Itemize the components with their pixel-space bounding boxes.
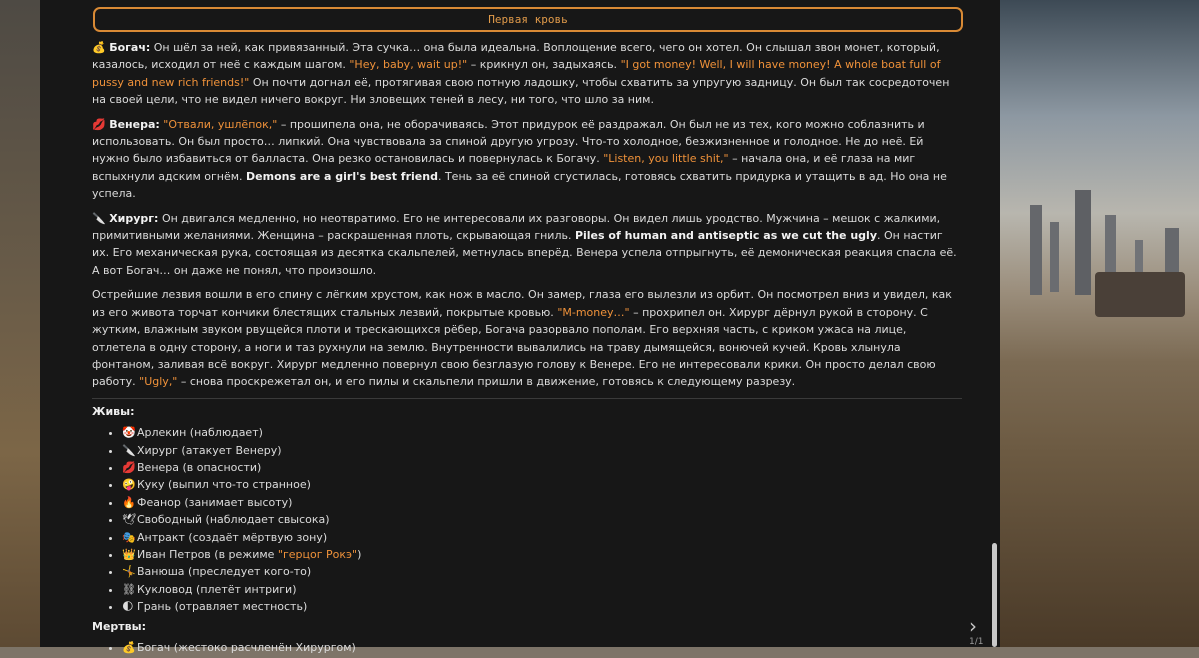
list-item-text: Антракт (создаёт мёртвую зону) bbox=[137, 530, 328, 544]
quote-text: "Отвали, ушлёпок," bbox=[159, 117, 278, 131]
quote-text: "M-money…" bbox=[557, 305, 630, 319]
crown-icon: 👑 bbox=[122, 547, 136, 561]
quote-text: "Ugly," bbox=[139, 375, 178, 389]
narration-text: – крикнул он, задыхаясь. bbox=[467, 58, 621, 72]
chains-icon: ⛓ bbox=[122, 582, 136, 596]
paragraph-venera bbox=[92, 116, 962, 203]
emoji-lips: 💋 bbox=[92, 117, 106, 131]
bold-lyric: Piles of human and antiseptic as we cut the ugly bbox=[574, 229, 877, 243]
list-item bbox=[122, 442, 962, 459]
narration-text: – прошипела она, не оборачиваясь. Этот придурок её раздражал. Он был не из тех, кого можно соблазнить и использовать. Он был просто… липкий. Она чувствовала за спиной другую угрозу. Что-то холодное, безжизненное и голодное. Не до неё. Ей нужно было избавиться от балласта. Она резко остановилась и повернулась к Богачу. bbox=[92, 117, 925, 166]
list-item-text: Феанор (занимает высоту) bbox=[137, 495, 293, 509]
background-rock bbox=[1030, 205, 1042, 295]
narration-text: . Тень за её спиной сгустилась, готовясь схватить придурка и утащить в ад. Но она не успела. bbox=[92, 169, 947, 201]
knife-icon: 🔪 bbox=[122, 443, 136, 457]
narration-text: Он почти догнал её, протягивая свою потную ладошку, чтобы схватить за упругую задницу. Он был так сосредоточен на своей цели, что не видел ничего вокруг. Ни зловещих теней в лесу, ни того, что шло за ним. bbox=[92, 75, 950, 107]
background-rock bbox=[1095, 272, 1185, 317]
list-item bbox=[122, 563, 962, 580]
list-item-text: Иван Петров (в режиме bbox=[137, 547, 278, 561]
list-item-text: Арлекин (наблюдает) bbox=[137, 426, 263, 440]
paragraph-narration bbox=[92, 286, 962, 390]
background-right bbox=[1000, 0, 1199, 647]
chat-message-panel bbox=[40, 0, 1000, 654]
scrollbar-thumb[interactable] bbox=[992, 543, 997, 647]
list-item-text: Грань (отравляет местность) bbox=[137, 600, 308, 614]
cartwheel-icon: 🤸 bbox=[122, 565, 136, 579]
dead-section-title: Мертвы: bbox=[92, 619, 146, 633]
quote-text: "Hey, baby, wait up!" bbox=[349, 58, 468, 72]
quote-text: "I got money! Well, I will have money! A whole boat full of pussy and new rich friends!" bbox=[92, 58, 941, 89]
chevron-right-icon[interactable]: › bbox=[969, 614, 977, 638]
message-content bbox=[92, 39, 962, 658]
list-item bbox=[122, 529, 962, 546]
dead-list bbox=[92, 639, 962, 656]
quote-text: "герцог Рокэ" bbox=[277, 547, 358, 561]
narration-text: – начала она, и её глаза на миг вспыхнули адским огнём. bbox=[92, 152, 916, 183]
paragraph-surgeon bbox=[92, 210, 962, 280]
list-item bbox=[122, 581, 962, 598]
narration-text: – снова проскрежетал он, и его пилы и скальпели пришли в движение, готовясь к следующему разрезу. bbox=[177, 375, 796, 389]
list-item bbox=[122, 598, 962, 615]
narration-text: . Он настиг их. Его механическая рука, состоящая из десятка скальпелей, метнулась вперёд. Венера успела отпрыгнуть, её демоническая реакция спасла её. А вот Богач… он даже не понял, что произошло. bbox=[92, 229, 957, 277]
emoji-knife: 🔪 bbox=[92, 211, 106, 225]
message-title: Первая кровь bbox=[93, 7, 963, 32]
bold-lyric: Demons are a girl's best friend bbox=[246, 169, 438, 183]
speaker-name: Богач: bbox=[109, 41, 151, 54]
paragraph-bogach bbox=[92, 39, 962, 109]
divider bbox=[92, 398, 962, 399]
theater-masks-icon: 🎭 bbox=[122, 530, 136, 544]
alive-list bbox=[92, 424, 962, 615]
quote-text: "Listen, you little shit," bbox=[603, 152, 729, 166]
list-item-text: Хирург (атакует Венеру) bbox=[137, 443, 282, 457]
zany-face-icon: 🤪 bbox=[122, 478, 136, 492]
background-rock bbox=[1075, 190, 1091, 295]
narration-text: Он шёл за ней, как привязанный. Эта сучка… она была идеальна. Воплощение всего, чего он хотел. Он слышал звон монет, который, казалось, исходил от неё с каждым шагом. bbox=[92, 41, 940, 72]
list-item-text: Куку (выпил что-то странное) bbox=[137, 478, 311, 492]
narration-text: Он двигался медленно, но неотвратимо. Его не интересовали их разговоры. Он видел лишь уродство. Мужчина – мешок с жалкими, примитивными желаниями. Женщина – раскрашенная плоть, скрывающая гниль. bbox=[92, 211, 941, 243]
list-item bbox=[122, 511, 962, 528]
list-item-text: ) bbox=[357, 547, 362, 561]
lips-icon: 💋 bbox=[122, 460, 136, 474]
list-item-text: Ванюша (преследует кого-то) bbox=[137, 565, 312, 579]
speaker-name: Венера: bbox=[109, 117, 160, 131]
list-item-text: Венера (в опасности) bbox=[137, 460, 262, 474]
money-bag-icon: 💰 bbox=[122, 641, 136, 654]
list-item bbox=[122, 459, 962, 476]
list-item bbox=[122, 476, 962, 493]
fire-icon: 🔥 bbox=[122, 495, 136, 509]
narration-text: Острейшие лезвия вошли в его спину с лёгким хрустом, как нож в масло. Он замер, глаза его вылезли из орбит. Он посмотрел вниз и увидел, как из его живота торчат кончики блестящих стальных лезвий, покрытые кровью. bbox=[92, 288, 952, 319]
clown-icon: 🤡 bbox=[122, 426, 136, 440]
list-item-text: Свободный (наблюдает свысока) bbox=[137, 513, 330, 527]
list-item bbox=[122, 639, 962, 656]
list-item bbox=[122, 494, 962, 511]
half-moon-icon: 🌓 bbox=[122, 600, 134, 614]
list-item-text: Богач (жестоко расчленён Хирургом) bbox=[137, 641, 356, 654]
swipe-counter: 1/1 bbox=[969, 637, 984, 647]
list-item bbox=[122, 546, 962, 563]
background-left bbox=[0, 0, 40, 647]
speaker-name: Хирург: bbox=[109, 211, 159, 225]
emoji-money-bag: 💰 bbox=[92, 41, 106, 54]
alive-section-title: Живы: bbox=[92, 404, 135, 418]
narration-text: – прохрипел он. Хирург дёрнул рукой в сторону. С жутким, влажным звуком рвущейся плоти и трескающихся рёбер, Богача разорвало пополам. Его верхняя часть, с криком ужаса на лице, отлетела в одну сторону, а ноги и таз рухнули на землю. Внутренности вывалились на траву дымящейся, вонючей кучей. Кровь хлынула фонтаном, заливая всё вокруг. Хирург медленно повернул свою безглазую голову к Венере. Его не интересовали крики. Он просто делал свою работу. bbox=[92, 305, 936, 389]
dove-icon: 🕊 bbox=[122, 513, 136, 527]
background-rock bbox=[1050, 222, 1059, 292]
list-item bbox=[122, 424, 962, 441]
list-item-text: Кукловод (плетёт интриги) bbox=[137, 582, 297, 596]
